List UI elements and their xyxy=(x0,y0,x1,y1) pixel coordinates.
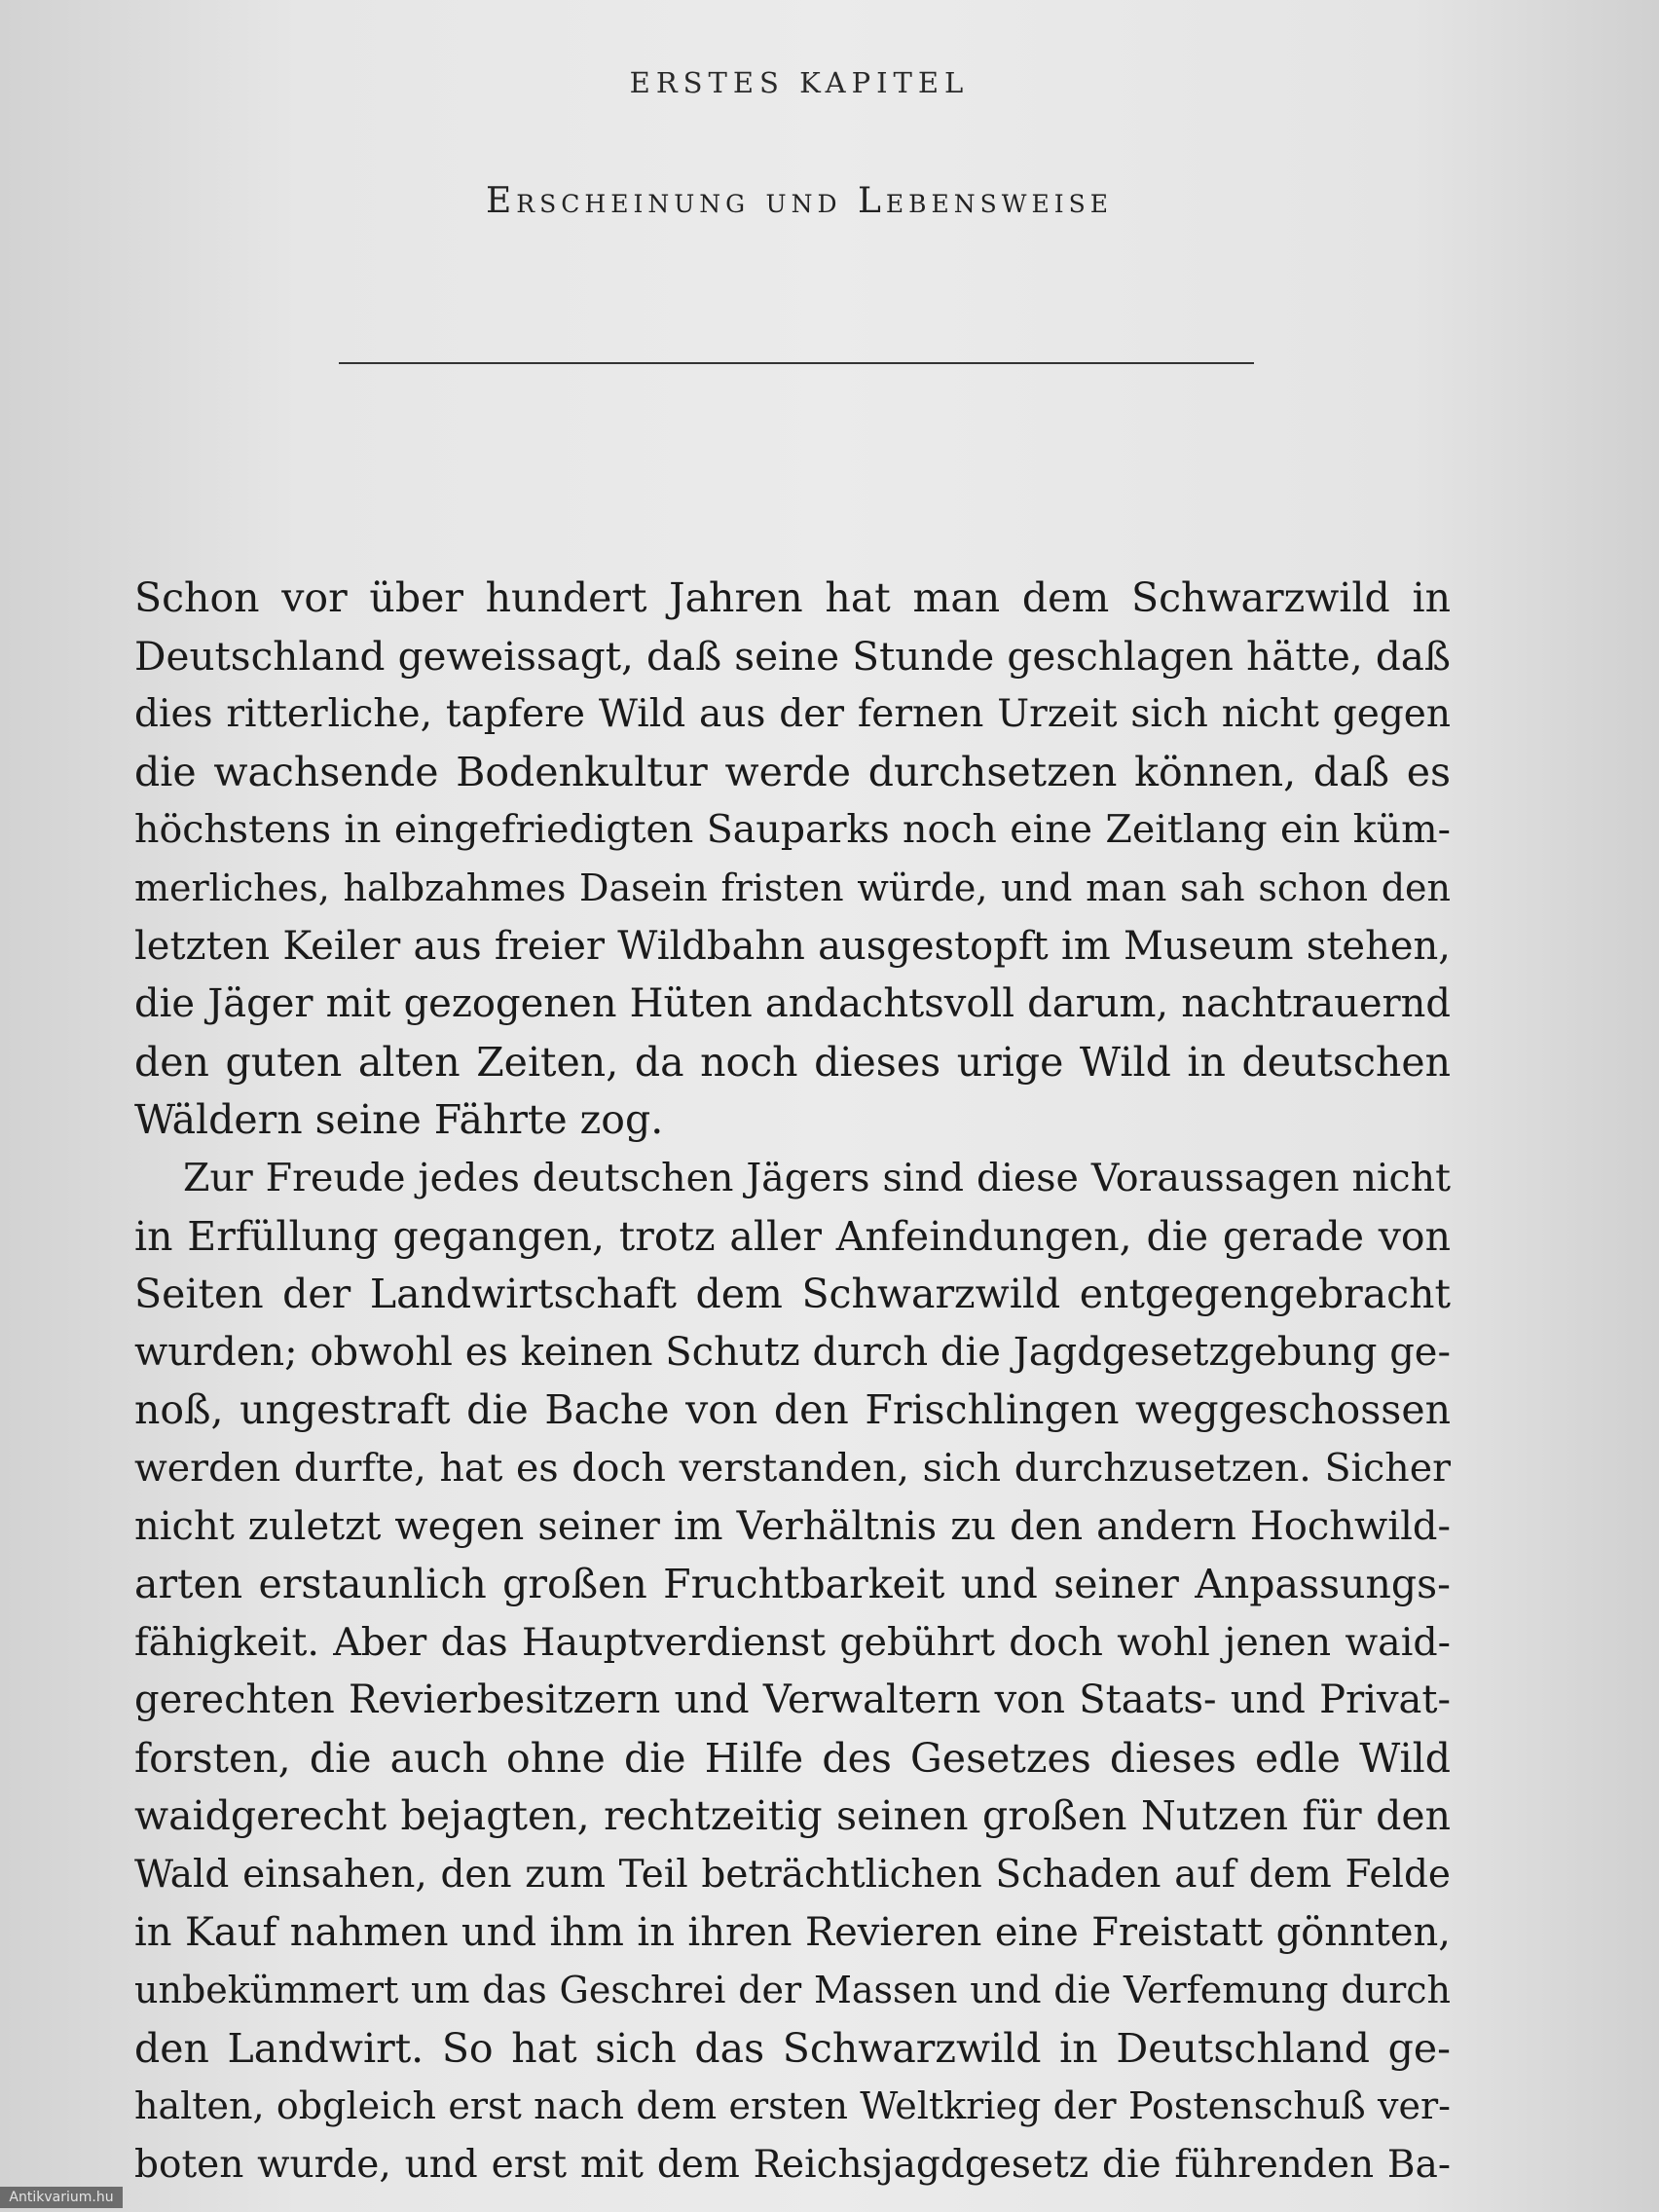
text-line: forsten, die auch ohne die Hilfe des Gesetzes dieses edle Wild xyxy=(134,1734,1451,1782)
text-line: noß, ungestraft die Bache von den Frischlingen weggeschossen xyxy=(134,1386,1451,1434)
text-line: in Kauf nahmen und ihm in ihren Revieren eine Freistatt gönnten, xyxy=(134,1909,1451,1955)
text-line: die Jäger mit gezogenen Hüten andachtsvoll darum, nachtrauernd xyxy=(134,981,1451,1027)
text-line: nicht zuletzt wegen seiner im Verhältnis zu den andern Hochwild- xyxy=(134,1503,1451,1549)
text-line: Schon vor über hundert Jahren hat man dem Schwarzwild in xyxy=(134,574,1451,621)
text-line: unbekümmert um das Geschrei der Massen und die Verfemung durch xyxy=(134,1969,1451,2012)
text-line: waidgerecht bejagten, rechtzeitig seinen großen Nutzen für den xyxy=(134,1792,1451,1840)
text-line: merliches, halbzahmes Dasein fristen würde, und man sah schon den xyxy=(134,866,1451,909)
text-line: werden durfte, hat es doch verstanden, sich durchzusetzen. Sicher xyxy=(134,1445,1451,1491)
chapter-label: ERSTES KAPITEL xyxy=(629,66,970,99)
text-line: Zur Freude jedes deutschen Jägers sind diese Voraussagen nicht xyxy=(183,1155,1451,1200)
text-line: letzten Keiler aus freier Wildbahn ausgestopft im Museum stehen, xyxy=(134,923,1451,969)
text-line: halten, obgleich erst nach dem ersten Weltkrieg der Postenschuß ver- xyxy=(134,2084,1451,2128)
body-text xyxy=(134,570,1451,2194)
watermark: Antikvarium.hu xyxy=(0,2187,123,2208)
title-divider xyxy=(339,362,1254,364)
text-line: fähigkeit. Aber das Hauptverdienst gebührt doch wohl jenen waid- xyxy=(134,1619,1451,1665)
text-line: in Erfüllung gegangen, trotz aller Anfeindungen, die gerade von xyxy=(134,1212,1451,1260)
text-line: die wachsende Bodenkultur werde durchsetzen können, daß es xyxy=(134,748,1451,795)
text-line: Seiten der Landwirtschaft dem Schwarzwild entgegengebracht xyxy=(134,1271,1451,1318)
text-line: dies ritterliche, tapfere Wild aus der fernen Urzeit sich nicht gegen xyxy=(134,692,1451,737)
text-line: arten erstaunlich großen Fruchtbarkeit und seiner Anpassungs- xyxy=(134,1561,1451,1608)
text-line: den guten alten Zeiten, da noch dieses urige Wild in deutschen xyxy=(134,1038,1451,1086)
text-line: gerechten Revierbesitzern und Verwaltern von Staats- und Privat- xyxy=(134,1677,1451,1723)
text-line: Wäldern seine Fährte zog. xyxy=(134,1096,664,1144)
chapter-title: Erscheinung und Lebensweise xyxy=(486,181,1113,221)
text-line: Wald einsahen, den zum Teil beträchtlichen Schaden auf dem Felde xyxy=(134,1853,1451,1898)
text-line: Deutschland geweissagt, daß seine Stunde geschlagen hätte, daß xyxy=(134,632,1451,680)
text-line: wurden; obwohl es keinen Schutz durch die Jagdgesetzgebung ge- xyxy=(134,1329,1451,1375)
text-line: boten wurde, und erst mit dem Reichsjagdgesetz die führenden Ba- xyxy=(134,2143,1451,2188)
text-line: höchstens in eingefriedigten Sauparks noch eine Zeitlang ein küm- xyxy=(134,807,1451,853)
text-line: den Landwirt. So hat sich das Schwarzwild in Deutschland ge- xyxy=(134,2024,1451,2072)
